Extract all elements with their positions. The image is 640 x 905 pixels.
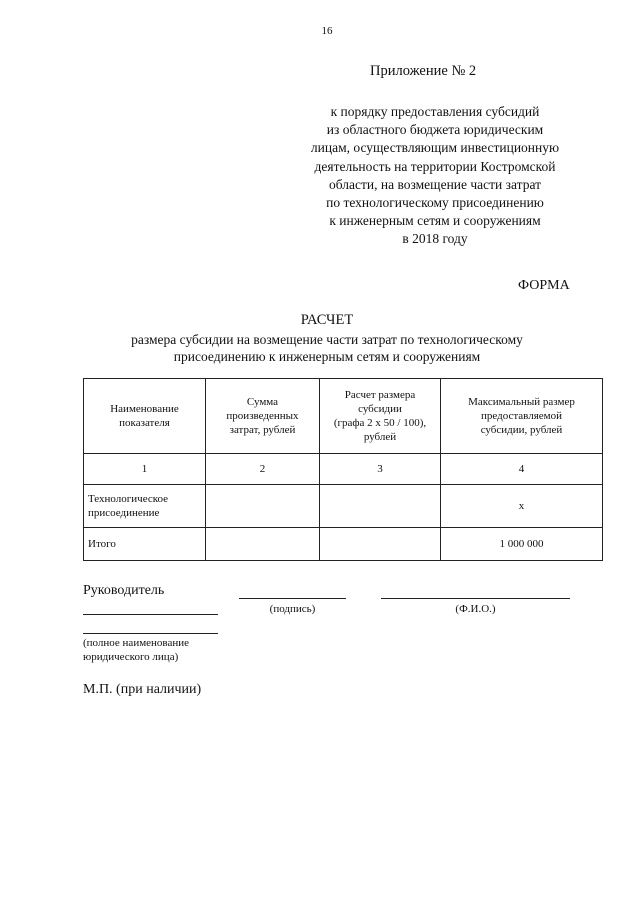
document-subtitle — [90, 331, 564, 365]
calculation-table — [83, 378, 603, 561]
table-row — [84, 485, 603, 528]
signature-line — [239, 598, 346, 599]
header-cell-costs — [206, 379, 320, 454]
appendix-line: из областного бюджета юридическим — [326, 122, 544, 138]
column-number: 4 — [441, 454, 603, 485]
header-line: Сумма — [246, 396, 279, 408]
head-label: Руководитель — [83, 583, 165, 598]
form-label: ФОРМА — [518, 278, 570, 293]
head-name-line — [83, 614, 218, 615]
appendix-line: в 2018 году — [402, 231, 468, 247]
subtitle-line: размера субсидии на возмещение части затрат по технологическому — [131, 332, 523, 347]
header-line: (графа 2 х 50 / 100), — [333, 417, 427, 429]
row-costs-cell — [206, 528, 320, 561]
column-number: 1 — [84, 454, 206, 485]
entity-caption — [83, 636, 189, 664]
header-line: субсидии, рублей — [480, 424, 563, 436]
column-number: 3 — [320, 454, 441, 485]
appendix-line: области, на возмещение части затрат — [329, 176, 541, 192]
column-number-row — [84, 454, 603, 485]
row-calculation-cell — [320, 485, 441, 528]
appendix-subtitle — [270, 103, 600, 249]
appendix-line: деятельность на территории Костромской — [314, 158, 556, 174]
header-line: показателя — [119, 417, 170, 429]
header-line: Максимальный размер — [468, 396, 575, 408]
header-line: предоставляемой — [480, 410, 563, 422]
row-costs-cell — [206, 485, 320, 528]
appendix-line: к порядку предоставления субсидий — [330, 104, 540, 119]
table-row-total — [84, 528, 603, 561]
appendix-line: по технологическому присоединению — [326, 195, 544, 211]
row-name-line: Технологическое — [88, 493, 169, 505]
fio-line — [381, 598, 570, 599]
stamp-label: М.П. (при наличии) — [83, 682, 202, 697]
entity-caption-line: (полное наименование — [83, 637, 190, 649]
header-line: Наименование — [110, 403, 179, 415]
header-line: субсидии — [358, 403, 402, 415]
subtitle-line: присоединению к инженерным сетям и сооружениям — [173, 349, 481, 364]
appendix-title: Приложение № 2 — [370, 63, 477, 79]
header-line: рублей — [363, 431, 397, 443]
document-title: РАСЧЕТ — [300, 312, 354, 328]
entity-name-line — [83, 633, 218, 634]
fio-caption: (Ф.И.О.) — [455, 603, 496, 615]
row-max-subsidy-cell: 1 000 000 — [441, 528, 603, 561]
header-line: произведенных — [226, 410, 299, 422]
header-cell-max-subsidy — [441, 379, 603, 454]
entity-caption-line: юридического лица) — [83, 651, 179, 663]
row-name-line: присоединение — [88, 507, 160, 519]
header-cell-calculation — [320, 379, 441, 454]
row-name-cell: Итого — [84, 528, 206, 561]
appendix-line: к инженерным сетям и сооружениям — [329, 213, 541, 229]
page-number: 16 — [321, 25, 333, 37]
signature-caption: (подпись) — [269, 603, 316, 615]
appendix-line: лицам, осуществляющим инвестиционную — [310, 140, 560, 156]
table-header-row — [84, 379, 603, 454]
header-line: затрат, рублей — [229, 424, 296, 436]
header-cell-indicator — [84, 379, 206, 454]
row-name-cell — [84, 485, 206, 528]
row-max-subsidy-cell: x — [441, 485, 603, 528]
header-line: Расчет размера — [344, 389, 416, 401]
column-number: 2 — [206, 454, 320, 485]
row-calculation-cell — [320, 528, 441, 561]
